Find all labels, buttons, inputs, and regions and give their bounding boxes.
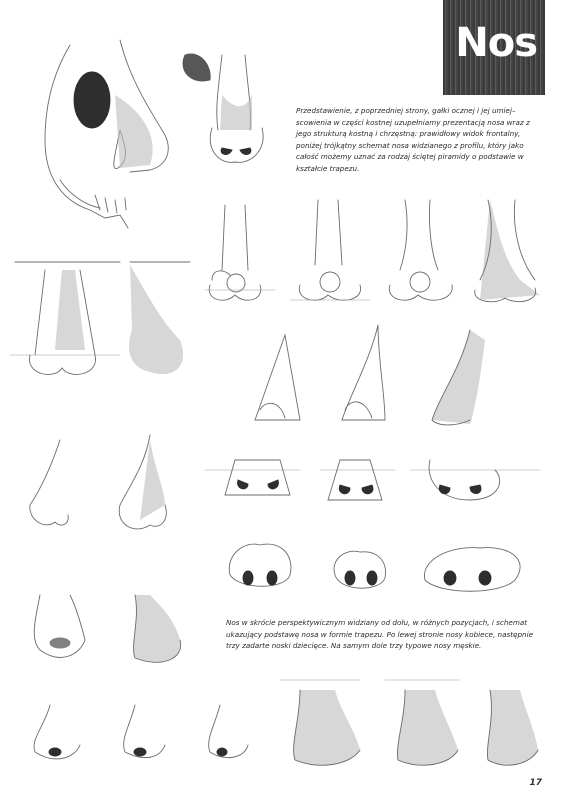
foreshortened-noses-row [205,460,540,500]
intro-line: scowienia w części kostnej uzupełniamy prezentacją nosa wraz z [296,117,530,127]
nose-front-structure-sketch [183,54,263,162]
front-nose-schematic [10,262,190,374]
intro-line: Przedstawienie, z poprzedniej strony, gałki ocznej i jej umiej– [296,106,516,115]
skull-sketch [45,40,168,228]
front-noses-row [205,200,540,302]
foreshortening-line: Nos w skrócie perspektywicznym widziany od dołu, w różnych pozycjach, i schemat [226,618,528,627]
page-number: 17 [529,778,542,788]
foreshortening-line: trzy zadarte noski dziecięce. Na samym dole trzy typowe nosy męskie. [226,641,482,650]
intro-line: jego strukturą kostną i chrzęstną: prawidłowy widok frontalny, [296,129,521,138]
male-noses [280,680,538,765]
intro-paragraph [296,105,530,174]
children-noses [34,705,248,759]
intro-line: całość możemy uznać za rodzaj ściętej piramidy o podstawie w [296,152,524,161]
foreshortening-paragraph [226,617,533,652]
female-noses [34,595,180,662]
profile-triangle-schematics [255,325,485,425]
intro-line: kształcie trapezu. [296,163,360,173]
underside-noses-row [229,544,520,591]
page-title: Nos [455,20,537,66]
profile-noses-left [30,435,166,529]
foreshortening-line: ukazujący podstawę nosa w formie trapezu. Po lewej stronie nosy kobiece, następnie [226,629,534,639]
intro-line: poniżej trójkątny schemat nosa widzianego z profilu, który jako [296,140,524,150]
